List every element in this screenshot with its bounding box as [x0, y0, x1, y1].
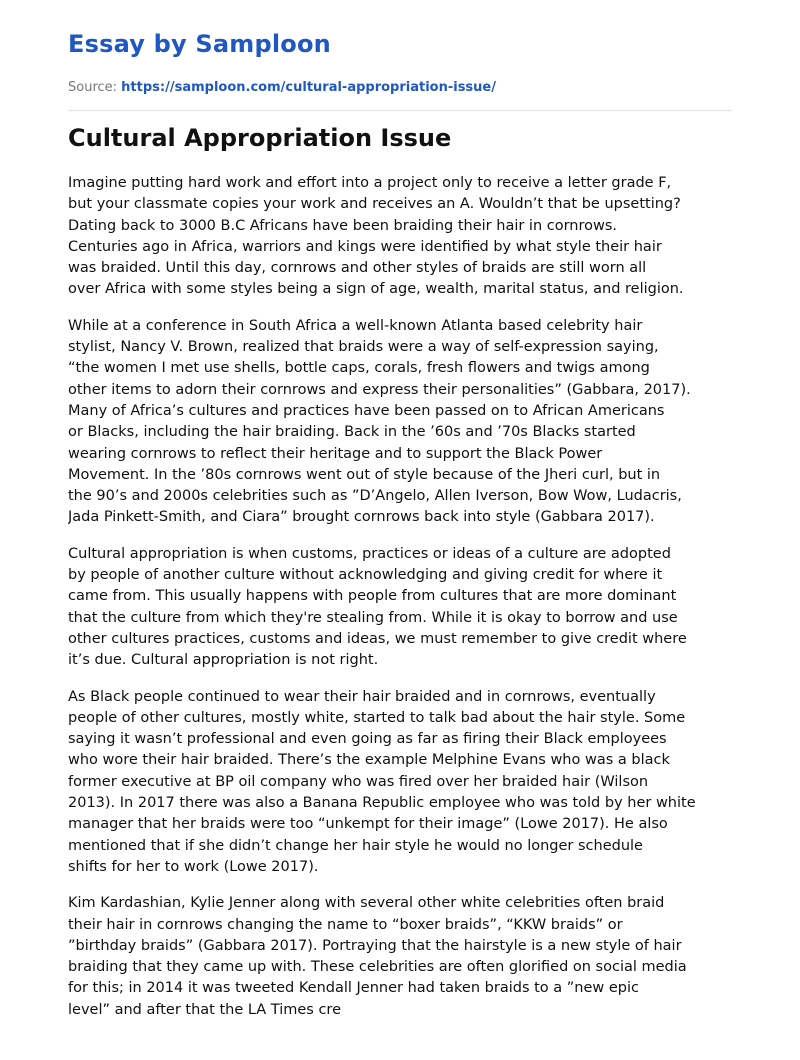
- header-divider: [68, 110, 732, 111]
- text-line: by people of another culture without acknowledging and giving credit for where it: [68, 567, 663, 584]
- article-body: [68, 173, 732, 1036]
- text-line: mentioned that if she didn’t change her hair style he would no longer schedule: [68, 837, 643, 854]
- text-line: ”birthday braids” (Gabbara 2017). Portraying that the hairstyle is a new style of hair: [68, 937, 682, 954]
- text-line: for this; in 2014 it was tweeted Kendall Jenner had taken braids to a ”new epic: [68, 980, 639, 997]
- text-line: that the culture from which they're stealing from. While it is okay to borrow and use: [68, 609, 678, 626]
- paragraph-4: [68, 687, 732, 879]
- paragraph-5: [68, 893, 732, 1021]
- text-line: other cultures practices, customs and ideas, we must remember to give credit where: [68, 630, 687, 647]
- text-line: While at a conference in South Africa a well-known Atlanta based celebrity hair: [68, 317, 643, 334]
- text-line: level” and after that the LA Times cre: [68, 1001, 341, 1018]
- text-line: Jada Pinkett-Smith, and Ciara” brought cornrows back into style (Gabbara 2017).: [68, 509, 655, 526]
- paragraph-2: [68, 316, 732, 529]
- text-line: it’s due. Cultural appropriation is not right.: [68, 652, 379, 669]
- text-line: was braided. Until this day, cornrows and other styles of braids are still worn all: [68, 260, 647, 277]
- source-line: [68, 79, 496, 97]
- text-line: 2013). In 2017 there was also a Banana Republic employee who was told by her white: [68, 795, 696, 812]
- text-line: manager that her braids were too “unkempt for their image” (Lowe 2017). He also: [68, 816, 668, 833]
- text-line: other items to adorn their cornrows and express their personalities” (Gabbara, 2017).: [68, 381, 691, 398]
- text-line: Movement. In the ’80s cornrows went out of style because of the Jheri curl, but in: [68, 466, 661, 483]
- text-line: Many of Africa’s cultures and practices have been passed on to African Americans: [68, 402, 665, 419]
- text-line: their hair in cornrows changing the name to “boxer braids”, “KKW braids” or: [68, 916, 623, 933]
- text-line: former executive at BP oil company who was fired over her braided hair (Wilson: [68, 773, 649, 790]
- text-line: but your classmate copies your work and receives an A. Wouldn’t that be upsetting?: [68, 196, 681, 213]
- text-line: Cultural appropriation is when customs, practices or ideas of a culture are adopted: [68, 545, 671, 562]
- paragraph-3: [68, 544, 732, 672]
- text-line: saying it wasn’t professional and even going as far as firing their Black employees: [68, 731, 667, 748]
- text-line: Centuries ago in Africa, warriors and kings were identified by what style their hair: [68, 238, 662, 255]
- text-line: the 90’s and 2000s celebrities such as ”D’Angelo, Allen Iverson, Bow Wow, Ludacris,: [68, 488, 682, 505]
- paragraph-1: [68, 173, 732, 301]
- source-label: Source:: [68, 80, 122, 95]
- text-line: Dating back to 3000 B.C Africans have been braiding their hair in cornrows.: [68, 217, 618, 234]
- text-line: over Africa with some styles being a sign of age, wealth, marital status, and religion.: [68, 281, 684, 298]
- text-line: came from. This usually happens with people from cultures that are more dominant: [68, 588, 677, 605]
- text-line: who wore their hair braided. There’s the example Melphine Evans who was a black: [68, 752, 670, 769]
- text-line: shifts for her to work (Lowe 2017).: [68, 858, 319, 875]
- article-title: Cultural Appropriation Issue: [68, 124, 452, 152]
- text-line: braiding that they came up with. These celebrities are often glorified on social media: [68, 959, 687, 976]
- text-line: or Blacks, including the hair braiding. Back in the ’60s and ’70s Blacks started: [68, 424, 636, 441]
- text-line: stylist, Nancy V. Brown, realized that braids were a way of self-expression saying,: [68, 339, 659, 356]
- essay-page: [68, 0, 732, 1060]
- text-line: people of other cultures, mostly white, started to talk bad about the hair style. Some: [68, 709, 686, 726]
- site-brand-title[interactable]: Essay by Samploon: [68, 30, 331, 58]
- text-line: As Black people continued to wear their hair braided and in cornrows, eventually: [68, 688, 656, 705]
- text-line: Kim Kardashian, Kylie Jenner along with several other white celebrities often braid: [68, 895, 665, 912]
- text-line: Imagine putting hard work and effort into a project only to receive a letter grade F,: [68, 175, 672, 191]
- text-line: wearing cornrows to reflect their heritage and to support the Black Power: [68, 445, 603, 462]
- source-link[interactable]: https://samploon.com/cultural-appropriation-issue/: [121, 80, 496, 95]
- text-line: “the women I met use shells, bottle caps, corals, fresh flowers and twigs among: [68, 360, 650, 377]
